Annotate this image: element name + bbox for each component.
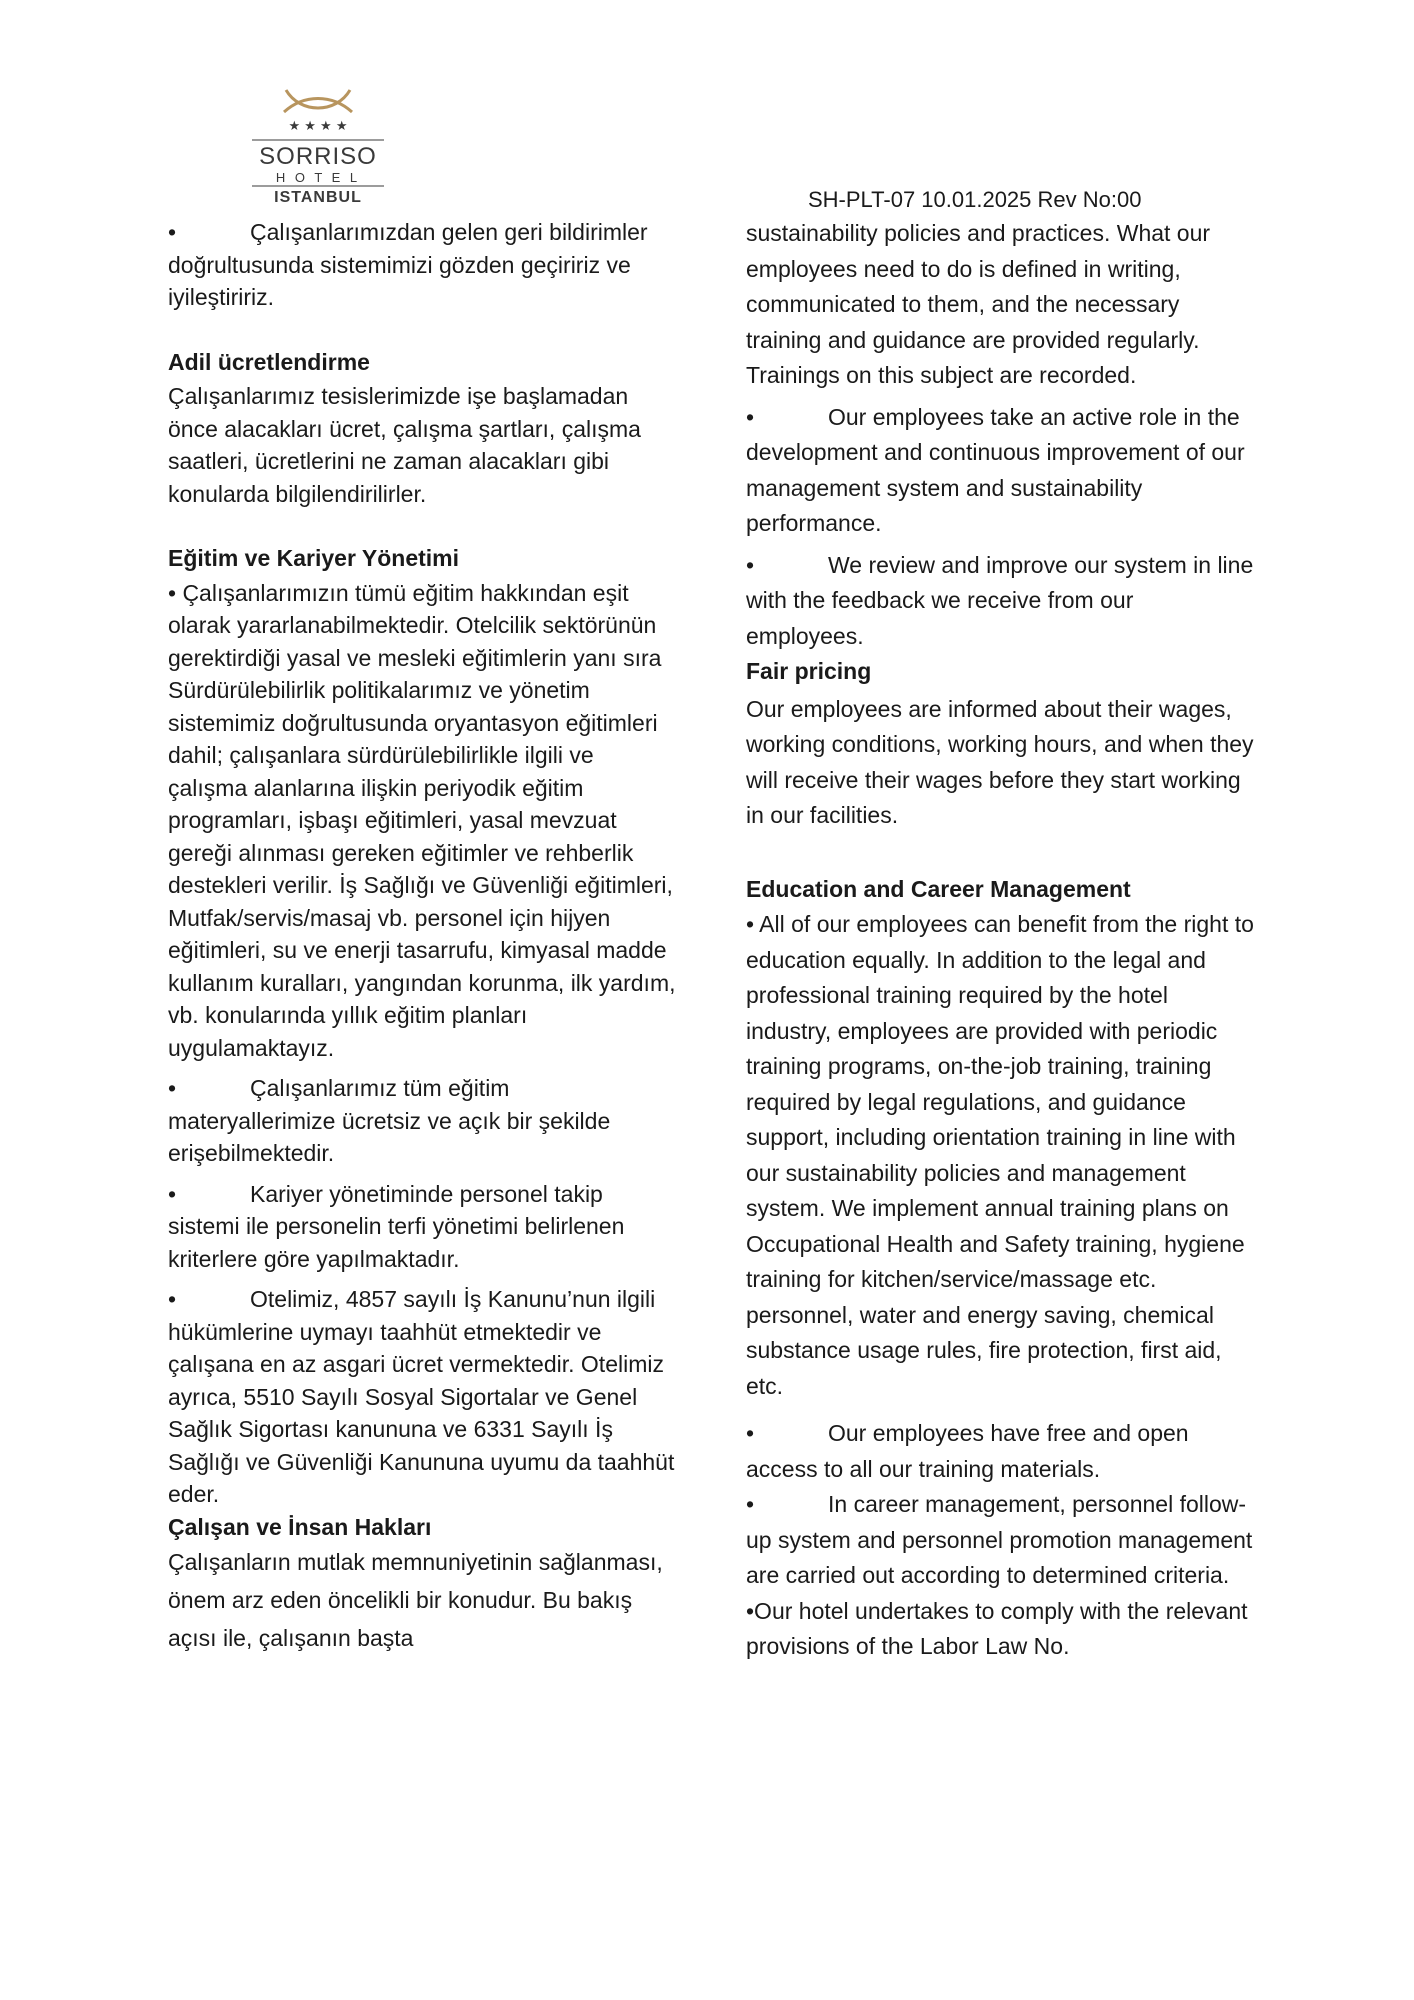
free-access-item: • Our employees have free and open access to all our training materials.: [746, 1416, 1256, 1487]
document-code: SH-PLT-07 10.01.2025 Rev No:00: [808, 187, 1142, 212]
fair-pricing-paragraph: Our employees are informed about their wages, working conditions, working hours, and when they will receive their wages before they start working in our facilities.: [746, 695, 1254, 828]
policy-continuation: sustainability policies and practices. What our employees need to do is defined in writing, communicated to them, and the necessary training and guidance are provided regularly. Trainings on this subject are recorded.: [746, 220, 1211, 388]
rights-paragraph: Çalışanların mutlak memnuniyetinin sağlanması, önem arz eden öncelikli bir konudur. Bu bakış açısı ile, çalışanın başta: [168, 1549, 663, 1651]
training-paragraph: • Çalışanlarımızın tümü eğitim hakkından eşit olarak yararlanabilmektedir. Otelcilik sektörünün gerektirdiği yasal ve mesleki eğitimlerin yanı sıra Sürdürülebilirlik politikalarımız ve yönetim sistemimiz doğrultusunda oryantasyon eğitimleri dahil; çalışanlara sürdürülebilirlikle ilgili ve çalışma alanlarına ilişkin periyodik eğitim programları, işbaşı eğitimleri, yasal mevzuat gereği alınması gereken eğitimler ve rehberlik destekleri verilir. İş Sağlığı ve Güvenliği eğitimleri, Mutfak/servis/masaj vb. personel için hijyen eğitimleri, su ve enerji tasarrufu, kimyasal madde kullanım kuralları, yangından korunma, ilk yardım, vb. konularında yıllık eğitim planları uygulamaktayız.: [168, 579, 676, 1061]
logo-name: SORRISO: [259, 143, 377, 170]
rights-heading: Çalışan ve İnsan Hakları: [168, 1513, 432, 1540]
right-column: [746, 216, 1256, 1665]
bullet: •: [168, 1180, 177, 1207]
logo-city: ISTANBUL: [274, 189, 362, 204]
fair-pay-paragraph: Çalışanlarımız tesislerimizde işe başlamadan önce alacakları ücret, çalışma şartları, çalışma saatleri, ücretlerini ne zaman alacakları gibi konularda bilgilendirilirler.: [168, 383, 641, 507]
bullet: •: [746, 1420, 755, 1446]
training-heading: Eğitim ve Kariyer Yönetimi: [168, 545, 460, 571]
hotel-logo: [248, 86, 388, 204]
bullet: •: [168, 219, 177, 245]
active-role-item: • Our employees take an active role in the development and continuous improvement of our management system and sustainability performance.: [746, 400, 1256, 542]
logo-hotel: H O T E L: [275, 170, 361, 185]
logo-stars: ★ ★ ★ ★: [288, 119, 348, 134]
bullet: •: [746, 403, 755, 430]
fair-pay-heading: Adil ücretlendirme: [168, 348, 370, 375]
career-item: • In career management, personnel follow-up system and personnel promotion management are carried out according to determined criteria.: [746, 1487, 1256, 1594]
feedback-paragraph: • Çalışanlarımızdan gelen geri bildirimler doğrultusunda sistemimizi gözden geçiririz ve iyileştiririz.: [168, 216, 678, 314]
fair-pricing-heading: Fair pricing: [746, 658, 872, 684]
bullet: •: [168, 1286, 177, 1312]
education-heading: Education and Career Management: [746, 875, 1131, 902]
labor-law-item: • Otelimiz, 4857 sayılı İş Kanunu’nun ilgili hükümlerine uymayı taahhüt etmektedir ve çalışana en az asgari ücret vermektedir. Otelimiz ayrıca, 5510 Sayılı Sosyal Sigortalar ve Genel Sağlık Sigortası kanununa ve 6331 Sayılı İş Sağlığı ve Güvenliği Kanununa uyumu da taahhüt eder.: [168, 1283, 678, 1511]
left-column: [168, 216, 678, 1657]
feedback-item: • We review and improve our system in line with the feedback we receive from our employees.: [746, 548, 1256, 655]
sorriso-logo-graphic: [248, 86, 388, 204]
career-management-item: • Kariyer yönetiminde personel takip sistemi ile personelin terfi yönetimi belirlenen kriterlere göre yapılmaktadır.: [168, 1178, 678, 1276]
bullet: •: [746, 1491, 755, 1517]
education-paragraph: • All of our employees can benefit from the right to education equally. In addition to the legal and professional training required by the hotel industry, employees are provided with periodic training programs, on-the-job training, training required by legal regulations, and guidance support, including orientation training in line with our sustainability policies and management system. We implement annual training plans on Occupational Health and Safety training, hygiene training for kitchen/service/massage etc. personnel, water and energy saving, chemical substance usage rules, fire protection, first aid, etc.: [746, 911, 1254, 1399]
bullet: •: [746, 551, 755, 578]
labor-law-paragraph: •Our hotel undertakes to comply with the relevant provisions of the Labor Law No.: [746, 1597, 1248, 1659]
bullet: •: [168, 1075, 177, 1101]
training-materials-item: • Çalışanlarımız tüm eğitim materyallerimize ücretsiz ve açık bir şekilde erişebilmektedir.: [168, 1072, 678, 1170]
